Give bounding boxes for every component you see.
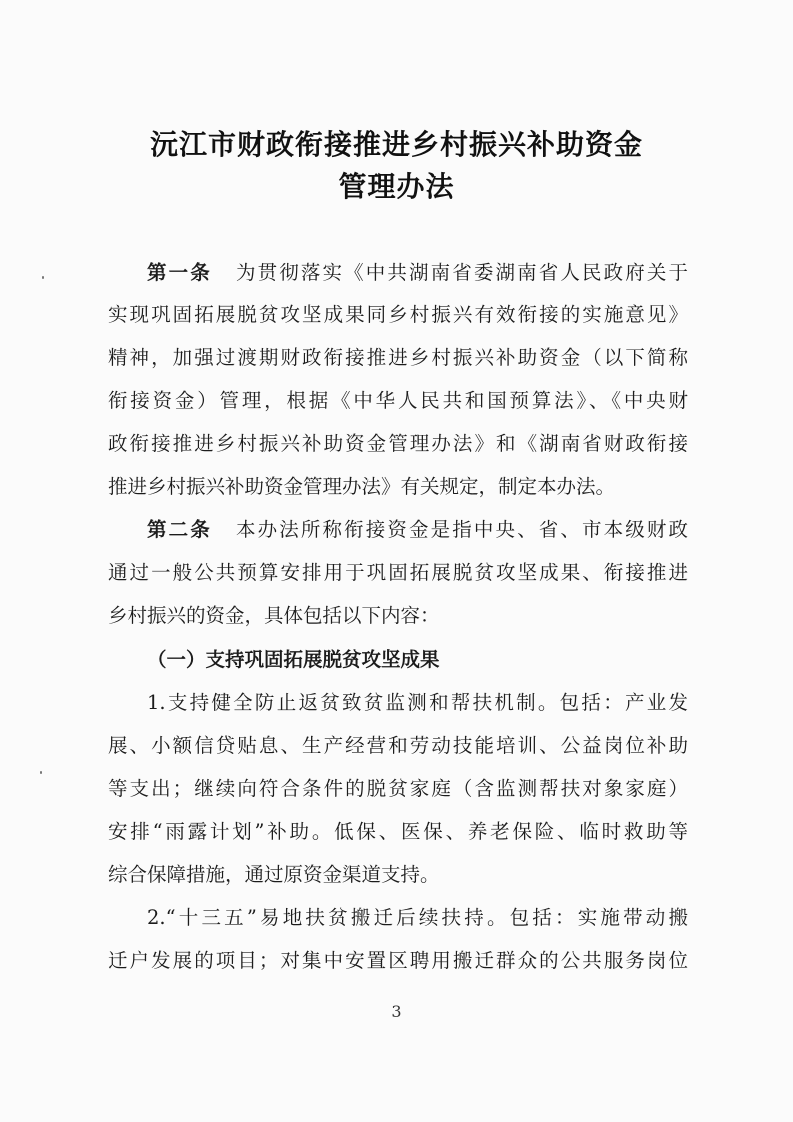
article-1-label: 第一条 [147,261,212,284]
document-title-line-1: 沅江市财政衔接推进乡村振兴补助资金 [149,128,643,161]
article-2-line-1 [147,517,688,543]
section-1-heading: （一）支持巩固拓展脱贫攻坚成果 [147,648,440,671]
item-1-line-2: 展、小额信贷贴息、生产经营和劳动技能培训、公益岗位补助 [108,734,688,757]
article-1-text-1: 为贯彻落实《中共湖南省委湖南省人民政府关于 [233,261,688,284]
article-2-text-1: 本办法所称衔接资金是指中央、省、市本级财政 [233,518,688,541]
item-1-line-3: 等支出；继续向符合条件的脱贫家庭（含监测帮扶对象家庭） [108,777,688,800]
item-2-line-1: 2.“十三五”易地扶贫搬迁后续扶持。包括：实施带动搬 [147,906,688,929]
item-2-line-2: 迁户发展的项目；对集中安置区聘用搬迁群众的公共服务岗位 [108,949,688,972]
article-1-line-2: 实现巩固拓展脱贫攻坚成果同乡村振兴有效衔接的实施意见》 [108,303,688,326]
article-2-line-2: 通过一般公共预算安排用于巩固拓展脱贫攻坚成果、衔接推进 [108,561,688,584]
article-2-label: 第二条 [147,518,212,541]
item-1-line-1: 1.支持健全防止返贫致贫监测和帮扶机制。包括：产业发 [147,691,688,714]
scan-speck [42,276,44,279]
article-1-line-6: 推进乡村振兴补助资金管理办法》有关规定，制定本办法。 [108,475,616,498]
article-1-line-1 [147,260,688,286]
document-title-line-2: 管理办法 [338,170,455,203]
item-1-line-5: 综合保障措施，通过原资金渠道支持。 [108,863,440,886]
item-1-line-4: 安排“雨露计划”补助。低保、医保、养老保险、临时救助等 [108,820,688,843]
article-1-line-4: 衔接资金）管理，根据《中华人民共和国预算法》、《中央财 [108,389,688,412]
page-number: 3 [391,1002,402,1021]
article-2-line-3: 乡村振兴的资金，具体包括以下内容： [108,604,440,627]
article-1-line-3: 精神，加强过渡期财政衔接推进乡村振兴补助资金（以下简称 [108,346,688,369]
article-1-line-5: 政衔接推进乡村振兴补助资金管理办法》和《湖南省财政衔接 [108,432,688,455]
scan-speck [40,771,42,774]
